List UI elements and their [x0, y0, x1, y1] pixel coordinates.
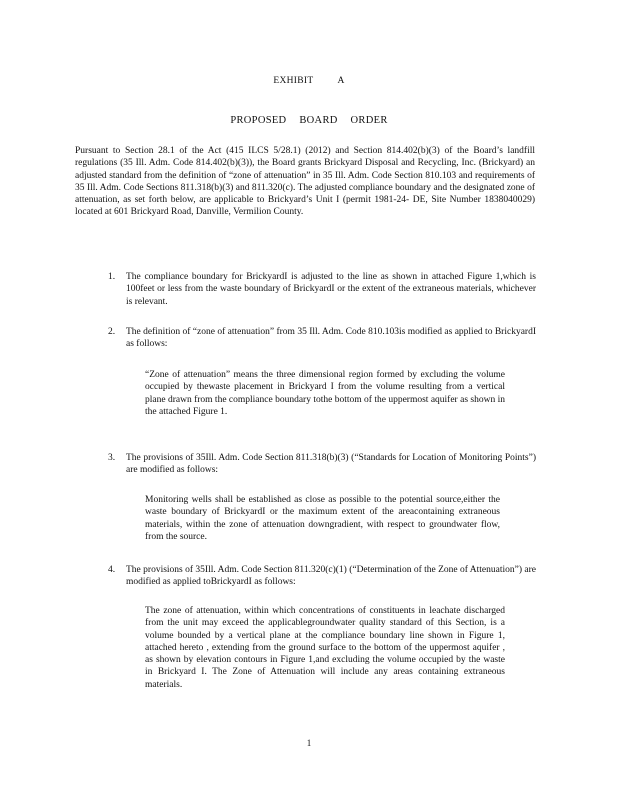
- list-item-number: 2.: [108, 327, 116, 337]
- list-item-1: [108, 271, 536, 308]
- list-item-3: [108, 452, 536, 477]
- exhibit-label: EXHIBIT A: [273, 76, 345, 86]
- list-item-text: The compliance boundary for BrickyardI is adjusted to the line as shown in attached Figure 1,which is 100feet or less from the waste boundary of BrickyardI or the extent of the extraneous materials, whichever is relevant.: [126, 272, 536, 307]
- list-item-number: 4.: [108, 565, 116, 575]
- list-item-number: 3.: [108, 453, 116, 463]
- intro-paragraph: Pursuant to Section 28.1 of the Act (415 ILCS 5/28.1) (2012) and Section 814.402(b)(3) of the Board’s landfill regulations (35 Ill. Adm. Code 814.402(b)(3)), the Board grants Brickyard Disposal and Recycling, Inc. (Brickyard) an adjusted standard from the definition of “zone of attenuation” in 35 Ill. Adm. Code Section 810.103 and requirements of 35 Ill. Adm. Code Sections 811.318(b)(3) and 811.320(c). The adjusted compliance boundary and the designated zone of attenuation, as set forth below, are applicable to Brickyard’s Unit I (permit 1981-24- DE, Site Number 1838040029) located at 601 Brickyard Road, Danville, Vermilion County.: [75, 146, 535, 218]
- block-quote-monitoring-wells: Monitoring wells shall be established as close as possible to the potential source,either the waste boundary of BrickyardI or the maximum extent of the areacontaining extraneous materials, within the zone of attenuation downgradient, with respect to groundwater flow, from the source.: [145, 495, 500, 542]
- list-item-text: The provisions of 35Ill. Adm. Code Section 811.320(c)(1) (“Determination of the Zone of Attenuation”) are modified as applied toBrickyardI as follows:: [126, 565, 536, 588]
- block-quote-zone-determination: The zone of attenuation, within which concentrations of constituents in leachate discharged from the unit may exceed the applicablegroundwater quality standard of this Section, is a volume bounded by a vertical plane at the compliance boundary line shown in Figure 1, attached hereto , extending from the ground surface to the bottom of the uppermost aquifer , as shown by elevation contours in Figure 1,and excluding the volume occupied by the waste in Brickyard I. The Zone of Attenuation will include any areas containing extraneous materials.: [145, 606, 505, 690]
- list-item-number: 1.: [108, 272, 116, 282]
- block-quote-zone-definition: “Zone of attenuation” means the three dimensional region formed by excluding the volume occupied by thewaste placement in Brickyard I from the volume resulting from a vertical plane drawn from the compliance boundary tothe bottom of the uppermost aquifer as shown in the attached Figure 1.: [145, 370, 505, 417]
- list-item-text: The provisions of 35Ill. Adm. Code Section 811.318(b)(3) (“Standards for Location of Monitoring Points”) are modified as follows:: [126, 453, 536, 476]
- list-item-4: [108, 564, 536, 589]
- list-item-text: The definition of “zone of attenuation” from 35 Ill. Adm. Code 810.103is modified as applied to BrickyardI as follows:: [126, 327, 536, 350]
- page-number: 1: [306, 738, 312, 748]
- document-title: PROPOSED BOARD ORDER: [230, 115, 388, 126]
- list-item-2: [108, 326, 536, 351]
